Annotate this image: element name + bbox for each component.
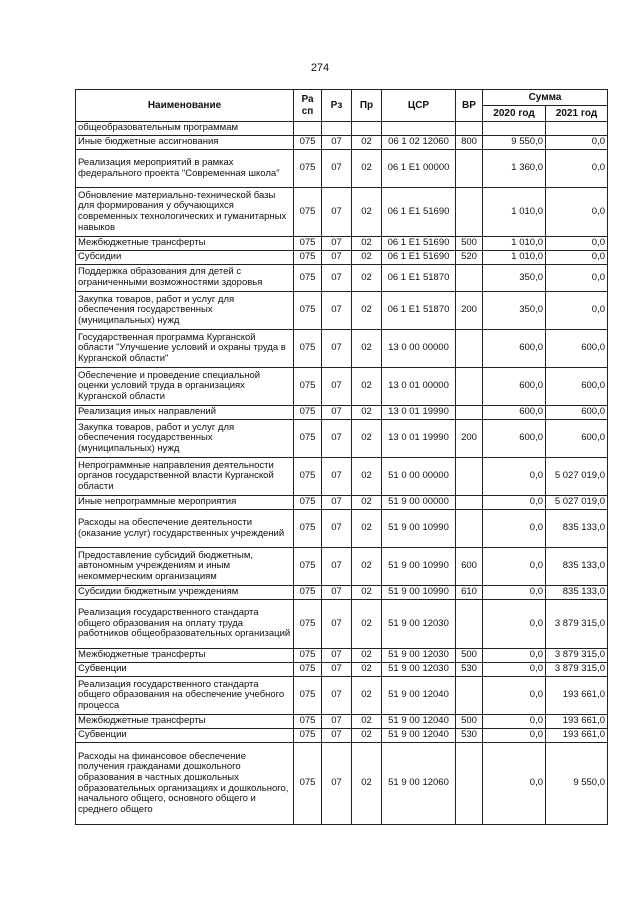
page-number: 274 — [310, 62, 330, 74]
row-csr: 51 9 00 00000 — [382, 496, 456, 510]
row-vr: 500 — [456, 237, 483, 251]
row-name: Субвенции — [76, 729, 294, 743]
row-csr: 51 9 00 12060 — [382, 743, 456, 825]
row-rasp: 075 — [294, 600, 322, 649]
row-sum-2020: 0,0 — [483, 743, 546, 825]
table-row — [76, 663, 608, 677]
row-vr: 530 — [456, 663, 483, 677]
row-csr: 51 9 00 10990 — [382, 510, 456, 548]
row-rasp: 075 — [294, 420, 322, 458]
header-csr: ЦСР — [382, 90, 456, 122]
row-csr: 51 9 00 12030 — [382, 663, 456, 677]
row-sum-2020: 350,0 — [483, 292, 546, 330]
row-rz: 07 — [322, 663, 352, 677]
row-rasp: 075 — [294, 150, 322, 188]
table-row — [76, 715, 608, 729]
header-pr: Пр — [352, 90, 382, 122]
row-csr: 13 0 01 19990 — [382, 406, 456, 420]
header-name: Наименование — [76, 90, 294, 122]
row-sum-2020: 0,0 — [483, 458, 546, 496]
row-pr: 02 — [352, 150, 382, 188]
row-sum-2020: 0,0 — [483, 510, 546, 548]
table-row — [76, 496, 608, 510]
row-pr: 02 — [352, 548, 382, 586]
row-vr — [456, 368, 483, 406]
row-csr: 06 1 Е1 00000 — [382, 150, 456, 188]
row-vr: 200 — [456, 420, 483, 458]
row-pr: 02 — [352, 715, 382, 729]
row-pr: 02 — [352, 677, 382, 715]
row-pr: 02 — [352, 292, 382, 330]
row-vr: 200 — [456, 292, 483, 330]
row-name: Непрограммные направления деятельности органов государственной власти Курганской области — [76, 458, 294, 496]
row-pr: 02 — [352, 743, 382, 825]
row-csr: 06 1 Е1 51870 — [382, 265, 456, 292]
row-sum-2021: 835 133,0 — [546, 510, 608, 548]
row-rasp: 075 — [294, 586, 322, 600]
budget-table — [75, 89, 608, 825]
row-csr: 13 0 01 00000 — [382, 368, 456, 406]
row-rz: 07 — [322, 188, 352, 237]
row-name: Субвенции — [76, 663, 294, 677]
row-rasp: 075 — [294, 368, 322, 406]
row-sum-2021: 5 027 019,0 — [546, 458, 608, 496]
row-rz: 07 — [322, 458, 352, 496]
table-row — [76, 368, 608, 406]
row-vr: 800 — [456, 136, 483, 150]
row-csr: 51 9 00 10990 — [382, 548, 456, 586]
row-vr — [456, 122, 483, 136]
table-row — [76, 122, 608, 136]
row-pr: 02 — [352, 237, 382, 251]
row-vr — [456, 677, 483, 715]
row-name: Государственная программа Курганской области "Улучшение условий и охраны труда в Курганской области" — [76, 330, 294, 368]
row-name: Субсидии бюджетным учреждениям — [76, 586, 294, 600]
row-name: Иные бюджетные ассигнования — [76, 136, 294, 150]
row-vr — [456, 330, 483, 368]
header-summa: Сумма — [483, 90, 608, 106]
row-rz: 07 — [322, 368, 352, 406]
row-vr: 500 — [456, 715, 483, 729]
row-csr: 06 1 02 12060 — [382, 136, 456, 150]
row-csr: 06 1 Е1 51690 — [382, 237, 456, 251]
row-sum-2021: 600,0 — [546, 368, 608, 406]
row-rasp: 075 — [294, 496, 322, 510]
row-vr: 600 — [456, 548, 483, 586]
row-sum-2021: 0,0 — [546, 292, 608, 330]
row-rz: 07 — [322, 292, 352, 330]
row-sum-2021: 600,0 — [546, 420, 608, 458]
row-sum-2021: 3 879 315,0 — [546, 663, 608, 677]
row-sum-2021: 835 133,0 — [546, 548, 608, 586]
row-rasp: 075 — [294, 251, 322, 265]
row-sum-2021: 193 661,0 — [546, 677, 608, 715]
row-pr: 02 — [352, 649, 382, 663]
row-pr: 02 — [352, 251, 382, 265]
row-sum-2021: 3 879 315,0 — [546, 600, 608, 649]
row-rz: 07 — [322, 265, 352, 292]
table-row — [76, 292, 608, 330]
table-row — [76, 729, 608, 743]
row-rz: 07 — [322, 743, 352, 825]
row-sum-2021: 600,0 — [546, 406, 608, 420]
row-csr: 06 1 Е1 51870 — [382, 292, 456, 330]
row-rasp: 075 — [294, 292, 322, 330]
table-row — [76, 510, 608, 548]
table-row — [76, 406, 608, 420]
row-sum-2021: 9 550,0 — [546, 743, 608, 825]
row-csr: 51 9 00 12030 — [382, 600, 456, 649]
row-name: Закупка товаров, работ и услуг для обеспечения государственных (муниципальных) нужд — [76, 420, 294, 458]
row-csr: 13 0 01 19990 — [382, 420, 456, 458]
row-sum-2021: 5 027 019,0 — [546, 496, 608, 510]
row-rz: 07 — [322, 510, 352, 548]
row-name: Межбюджетные трансферты — [76, 715, 294, 729]
row-sum-2020: 600,0 — [483, 330, 546, 368]
row-sum-2020: 0,0 — [483, 677, 546, 715]
row-sum-2021: 0,0 — [546, 150, 608, 188]
row-vr — [456, 496, 483, 510]
row-vr — [456, 600, 483, 649]
row-sum-2020: 0,0 — [483, 548, 546, 586]
row-csr: 51 0 00 00000 — [382, 458, 456, 496]
row-name: общеобразовательным программам — [76, 122, 294, 136]
row-pr: 02 — [352, 510, 382, 548]
row-name: Иные непрограммные мероприятия — [76, 496, 294, 510]
row-csr: 51 9 00 10990 — [382, 586, 456, 600]
row-sum-2020: 1 010,0 — [483, 188, 546, 237]
row-sum-2020: 0,0 — [483, 496, 546, 510]
row-sum-2020 — [483, 122, 546, 136]
table-row — [76, 586, 608, 600]
row-vr — [456, 458, 483, 496]
row-vr — [456, 188, 483, 237]
row-rasp: 075 — [294, 136, 322, 150]
row-sum-2020: 1 360,0 — [483, 150, 546, 188]
row-rasp: 075 — [294, 548, 322, 586]
row-sum-2021: 835 133,0 — [546, 586, 608, 600]
header-vr: ВР — [456, 90, 483, 122]
row-rz: 07 — [322, 330, 352, 368]
row-pr: 02 — [352, 406, 382, 420]
row-rasp: 075 — [294, 406, 322, 420]
table-row — [76, 237, 608, 251]
row-csr: 51 9 00 12030 — [382, 649, 456, 663]
header-2020: 2020 год — [483, 106, 546, 122]
header-2021: 2021 год — [546, 106, 608, 122]
row-sum-2021: 193 661,0 — [546, 729, 608, 743]
table-row — [76, 548, 608, 586]
header-rasp: Ра сп — [294, 90, 322, 122]
row-pr: 02 — [352, 136, 382, 150]
row-pr — [352, 122, 382, 136]
row-rz: 07 — [322, 548, 352, 586]
row-vr: 610 — [456, 586, 483, 600]
row-vr — [456, 150, 483, 188]
table-row — [76, 251, 608, 265]
row-sum-2021: 0,0 — [546, 251, 608, 265]
row-rz: 07 — [322, 237, 352, 251]
row-pr: 02 — [352, 663, 382, 677]
row-rasp: 075 — [294, 677, 322, 715]
row-csr: 06 1 Е1 51690 — [382, 188, 456, 237]
row-name: Закупка товаров, работ и услуг для обеспечения государственных (муниципальных) нужд — [76, 292, 294, 330]
row-vr: 520 — [456, 251, 483, 265]
row-rz: 07 — [322, 136, 352, 150]
row-csr — [382, 122, 456, 136]
row-rz: 07 — [322, 729, 352, 743]
table-row — [76, 136, 608, 150]
row-sum-2021: 0,0 — [546, 237, 608, 251]
row-vr — [456, 510, 483, 548]
row-sum-2021: 0,0 — [546, 265, 608, 292]
table-row — [76, 420, 608, 458]
row-pr: 02 — [352, 600, 382, 649]
row-pr: 02 — [352, 729, 382, 743]
row-rz: 07 — [322, 715, 352, 729]
row-rasp: 075 — [294, 330, 322, 368]
row-rz: 07 — [322, 406, 352, 420]
row-sum-2021: 3 879 315,0 — [546, 649, 608, 663]
row-rz: 07 — [322, 251, 352, 265]
row-sum-2020: 1 010,0 — [483, 237, 546, 251]
row-csr: 51 9 00 12040 — [382, 715, 456, 729]
header-rz: Рз — [322, 90, 352, 122]
row-name: Реализация государственного стандарта общего образования на обеспечение учебного процесса — [76, 677, 294, 715]
row-sum-2020: 0,0 — [483, 586, 546, 600]
row-name: Обеспечение и проведение специальной оценки условий труда в организациях Курганской области — [76, 368, 294, 406]
row-rz: 07 — [322, 496, 352, 510]
row-pr: 02 — [352, 188, 382, 237]
row-pr: 02 — [352, 330, 382, 368]
row-rasp: 075 — [294, 649, 322, 663]
row-csr: 06 1 Е1 51690 — [382, 251, 456, 265]
row-sum-2020: 350,0 — [483, 265, 546, 292]
row-sum-2020: 0,0 — [483, 649, 546, 663]
row-name: Субсидии — [76, 251, 294, 265]
row-name: Поддержка образования для детей с ограниченными возможностями здоровья — [76, 265, 294, 292]
row-sum-2020: 1 010,0 — [483, 251, 546, 265]
table-row — [76, 677, 608, 715]
row-sum-2020: 0,0 — [483, 729, 546, 743]
row-name: Межбюджетные трансферты — [76, 649, 294, 663]
table-row — [76, 600, 608, 649]
table-row — [76, 265, 608, 292]
row-rz: 07 — [322, 600, 352, 649]
row-rz: 07 — [322, 586, 352, 600]
table-row — [76, 743, 608, 825]
row-sum-2021: 600,0 — [546, 330, 608, 368]
row-sum-2020: 600,0 — [483, 420, 546, 458]
row-csr: 51 9 00 12040 — [382, 677, 456, 715]
row-name: Реализация иных направлений — [76, 406, 294, 420]
row-name: Реализация мероприятий в рамках федерального проекта "Современная школа" — [76, 150, 294, 188]
table-row — [76, 188, 608, 237]
row-rasp: 075 — [294, 729, 322, 743]
row-sum-2020: 0,0 — [483, 600, 546, 649]
row-rasp — [294, 122, 322, 136]
row-rasp: 075 — [294, 188, 322, 237]
row-sum-2021: 193 661,0 — [546, 715, 608, 729]
row-rasp: 075 — [294, 237, 322, 251]
row-rasp: 075 — [294, 743, 322, 825]
row-pr: 02 — [352, 458, 382, 496]
row-rz: 07 — [322, 649, 352, 663]
row-csr: 51 9 00 12040 — [382, 729, 456, 743]
row-sum-2020: 600,0 — [483, 406, 546, 420]
row-csr: 13 0 00 00000 — [382, 330, 456, 368]
row-pr: 02 — [352, 496, 382, 510]
table-row — [76, 649, 608, 663]
row-pr: 02 — [352, 586, 382, 600]
row-rz: 07 — [322, 420, 352, 458]
row-name: Предоставление субсидий бюджетным, автономным учреждениям и иным некоммерческим организациям — [76, 548, 294, 586]
row-vr: 530 — [456, 729, 483, 743]
row-name: Реализация государственного стандарта общего образования на оплату труда работников общеобразовательных организаций — [76, 600, 294, 649]
row-rasp: 075 — [294, 715, 322, 729]
row-rasp: 075 — [294, 458, 322, 496]
row-vr: 500 — [456, 649, 483, 663]
row-sum-2020: 0,0 — [483, 663, 546, 677]
row-rasp: 075 — [294, 265, 322, 292]
row-name: Расходы на финансовое обеспечение получения гражданами дошкольного образования в частных дошкольных образовательных организациях и дошкольного, начального общего, основного общего и среднего общего — [76, 743, 294, 825]
row-sum-2021: 0,0 — [546, 188, 608, 237]
row-sum-2020: 600,0 — [483, 368, 546, 406]
row-rz: 07 — [322, 150, 352, 188]
table-row — [76, 458, 608, 496]
row-name: Обновление материально-технической базы для формирования у обучающихся современных технологических и гуманитарных навыков — [76, 188, 294, 237]
table-row — [76, 150, 608, 188]
row-rasp: 075 — [294, 510, 322, 548]
table-row — [76, 330, 608, 368]
row-rz: 07 — [322, 677, 352, 715]
row-sum-2020: 0,0 — [483, 715, 546, 729]
row-pr: 02 — [352, 265, 382, 292]
row-name: Расходы на обеспечение деятельности (оказание услуг) государственных учреждений — [76, 510, 294, 548]
row-vr — [456, 743, 483, 825]
row-sum-2021: 0,0 — [546, 136, 608, 150]
row-pr: 02 — [352, 420, 382, 458]
row-rz — [322, 122, 352, 136]
row-sum-2021 — [546, 122, 608, 136]
row-name: Межбюджетные трансферты — [76, 237, 294, 251]
row-sum-2020: 9 550,0 — [483, 136, 546, 150]
row-pr: 02 — [352, 368, 382, 406]
row-vr — [456, 265, 483, 292]
row-rasp: 075 — [294, 663, 322, 677]
row-vr — [456, 406, 483, 420]
